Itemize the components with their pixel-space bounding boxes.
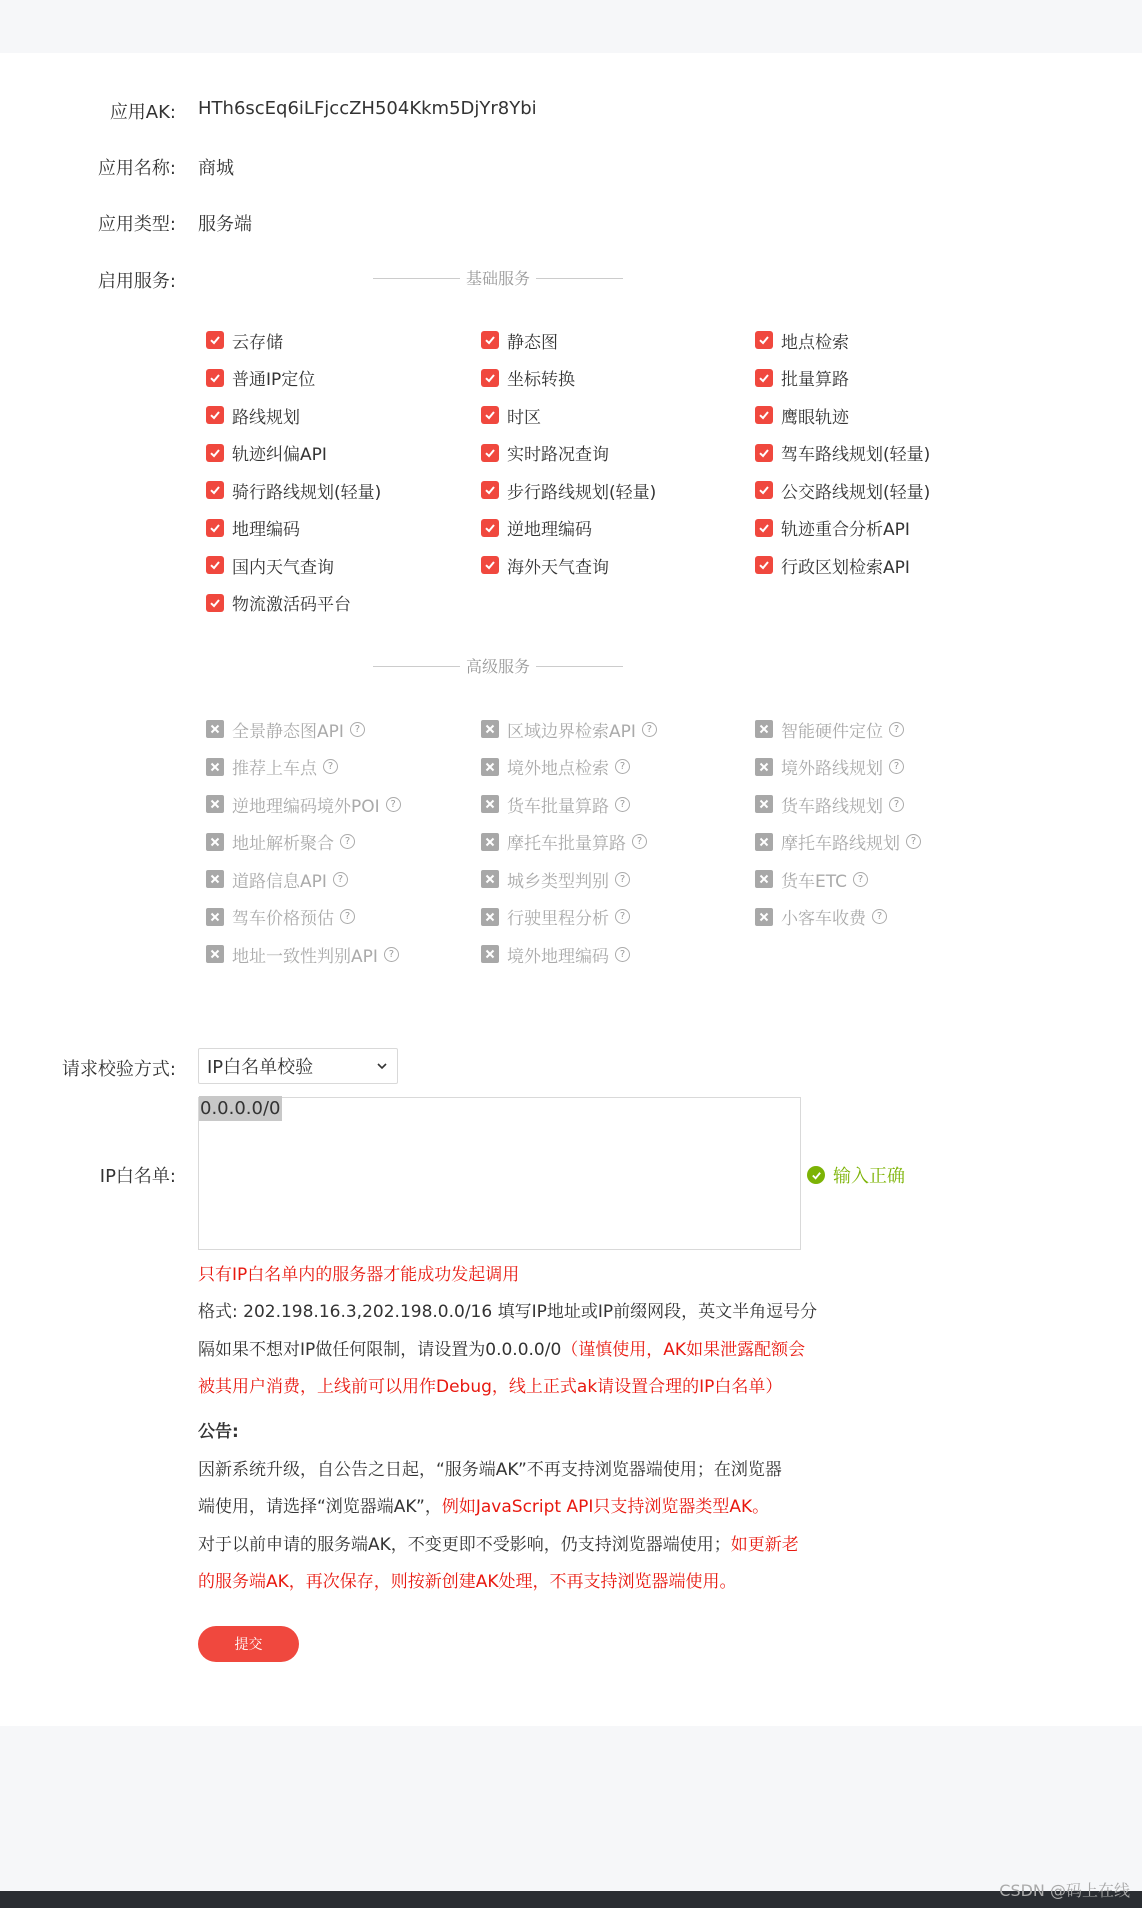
advanced-service-item [206,755,338,779]
checked-checkbox-icon[interactable] [755,331,773,349]
help-icon[interactable]: ? [615,797,630,812]
service-label: 货车ETC [781,871,847,892]
service-label: 逆地理编码 [507,520,592,540]
basic-service-item[interactable] [755,441,930,465]
advanced-service-item [481,755,630,779]
service-label: 境外地理编码 [507,946,609,967]
services-label: 启用服务: [97,271,176,292]
advanced-service-item [481,867,630,891]
service-label: 货车批量算路 [507,796,609,817]
service-label: 驾车路线规划(轻量) [781,445,931,465]
disabled-checkbox-icon [481,758,499,776]
advanced-service-item [755,867,868,891]
format-line-1: 格式: 202.198.16.3,202.198.0.0/16 填写IP地址或IP前缀网段，英文半角逗号分 [198,1302,818,1322]
service-label: 地理编码 [232,520,300,540]
notice-line-3b: 如更新老 [730,1535,799,1555]
checked-checkbox-icon[interactable] [206,369,224,387]
service-label: 货车路线规划 [781,796,883,817]
basic-service-item[interactable] [481,516,592,540]
help-icon[interactable]: ? [632,834,647,849]
page-footer [0,1891,1142,1908]
advanced-service-item [206,942,399,966]
disabled-checkbox-icon [755,908,773,926]
disabled-checkbox-icon [755,720,773,738]
service-label: 鹰眼轨迹 [781,407,849,428]
basic-service-item[interactable] [206,591,351,615]
help-icon[interactable]: ? [889,722,904,737]
service-label: 实时路况查询 [507,445,609,465]
checked-checkbox-icon[interactable] [206,556,224,574]
help-icon[interactable]: ? [853,872,868,887]
service-label: 道路信息API [232,871,327,892]
checked-checkbox-icon[interactable] [481,444,499,462]
advanced-services-divider [373,656,623,676]
service-label: 摩托车批量算路 [507,834,626,854]
validation-status [807,1162,905,1188]
disabled-checkbox-icon [755,870,773,888]
basic-service-item[interactable] [755,478,930,502]
checked-checkbox-icon[interactable] [481,519,499,537]
chevron-down-icon [375,1059,389,1073]
help-icon[interactable]: ? [615,759,630,774]
service-label: 地点检索 [781,332,849,353]
advanced-service-item [755,717,904,741]
service-label: 驾车价格预估 [232,909,334,929]
submit-button[interactable]: 提交 [198,1626,299,1662]
checked-checkbox-icon[interactable] [755,406,773,424]
basic-service-item[interactable] [481,553,609,577]
service-label: 推荐上车点 [232,759,317,779]
csdn-watermark: CSDN @码上在线 [999,1881,1130,1900]
checked-checkbox-icon[interactable] [206,481,224,499]
help-icon[interactable]: ? [350,722,365,737]
help-icon[interactable]: ? [889,759,904,774]
service-label: 轨迹纠偏API [232,445,327,465]
advanced-service-item [206,867,348,891]
basic-service-item[interactable] [206,478,381,502]
help-icon[interactable]: ? [384,947,399,962]
basic-services-title: 基础服务 [460,266,536,289]
checked-checkbox-icon[interactable] [206,444,224,462]
basic-service-item[interactable] [755,328,849,352]
basic-service-item[interactable] [755,553,910,577]
type-value: 服务端 [198,214,252,235]
format-line-2b: （谨慎使用，AK如果泄露配额会 [561,1340,806,1360]
advanced-service-item [481,792,630,816]
basic-service-item[interactable] [755,403,849,427]
verify-method-value: IP白名单校验 [207,1057,314,1078]
notice-line-2b: 例如JavaScript API只支持浏览器类型AK。 [441,1497,770,1517]
disabled-checkbox-icon [755,795,773,813]
service-label: 地址解析聚合 [232,834,334,854]
advanced-service-item [755,905,887,929]
ip-whitelist-value: 0.0.0.0/0 [200,1098,281,1119]
ak-value: HTh6scEq6iLFjccZH504Kkm5DjYr8Ybi [198,98,537,119]
help-icon[interactable]: ? [906,834,921,849]
help-icon[interactable]: ? [889,797,904,812]
notice-title: 公告: [198,1422,239,1442]
advanced-service-item [206,792,401,816]
disabled-checkbox-icon [481,833,499,851]
basic-service-item[interactable] [755,366,849,390]
ak-label: 应用AK: [109,102,176,123]
advanced-service-item [481,830,647,854]
advanced-service-item [755,755,904,779]
notice-line-2 [198,1495,769,1519]
checked-checkbox-icon[interactable] [206,331,224,349]
service-label: 坐标转换 [507,370,575,390]
service-label: 路线规划 [232,407,300,428]
check-circle-icon [807,1166,825,1184]
notice-line-3 [198,1533,799,1557]
service-label: 时区 [507,407,541,428]
format-line-2 [198,1338,805,1362]
service-label: 云存储 [232,332,283,353]
service-label: 小客车收费 [781,909,866,929]
help-icon[interactable]: ? [615,872,630,887]
service-label: 公交路线规划(轻量) [781,482,931,503]
advanced-service-item [481,905,630,929]
service-label: 物流激活码平台 [232,595,351,615]
service-label: 国内天气查询 [232,557,334,578]
checked-checkbox-icon[interactable] [481,331,499,349]
name-label: 应用名称: [97,158,176,179]
basic-service-item[interactable] [206,553,334,577]
disabled-checkbox-icon [206,720,224,738]
name-value: 商城 [198,158,234,179]
disabled-checkbox-icon [481,945,499,963]
notice-line-1: 因新系统升级，自公告之日起，“服务端AK”不再支持浏览器端使用；在浏览器 [198,1460,782,1480]
help-icon[interactable]: ? [872,909,887,924]
warn-text: 只有IP白名单内的服务器才能成功发起调用 [198,1265,520,1285]
advanced-service-item [481,942,630,966]
checked-checkbox-icon[interactable] [481,556,499,574]
service-label: 普通IP定位 [232,370,316,390]
service-label: 步行路线规划(轻量) [507,482,657,503]
verify-label: 请求校验方式: [61,1059,176,1080]
disabled-checkbox-icon [206,795,224,813]
disabled-checkbox-icon [481,908,499,926]
checked-checkbox-icon[interactable] [755,556,773,574]
checked-checkbox-icon[interactable] [206,519,224,537]
service-label: 静态图 [507,332,558,353]
advanced-service-item [755,830,921,854]
disabled-checkbox-icon [206,908,224,926]
advanced-service-item [755,792,904,816]
disabled-checkbox-icon [481,720,499,738]
service-label: 境外地点检索 [507,759,609,779]
basic-services-divider [373,268,623,288]
disabled-checkbox-icon [206,833,224,851]
verify-method-select[interactable] [198,1048,398,1084]
service-label: 区域边界检索API [507,721,636,742]
advanced-service-item [206,717,365,741]
help-icon[interactable]: ? [340,834,355,849]
advanced-service-item [206,905,355,929]
help-icon[interactable]: ? [642,722,657,737]
disabled-checkbox-icon [755,833,773,851]
service-label: 智能硬件定位 [781,721,883,742]
notice-line-2a: 端使用，请选择“浏览器端AK”， [198,1497,442,1517]
basic-service-item[interactable] [481,328,558,352]
checked-checkbox-icon[interactable] [755,519,773,537]
disabled-checkbox-icon [206,870,224,888]
whitelist-label: IP白名单: [99,1166,176,1187]
disabled-checkbox-icon [481,870,499,888]
checked-checkbox-icon[interactable] [206,406,224,424]
basic-service-item[interactable] [206,403,300,427]
service-label: 行驶里程分析 [507,909,609,929]
help-icon[interactable]: ? [340,909,355,924]
format-line-2a: 隔如果不想对IP做任何限制，请设置为0.0.0.0/0 [198,1340,562,1360]
basic-service-item[interactable] [206,366,315,390]
advanced-services-title: 高级服务 [460,654,536,677]
ip-whitelist-input[interactable] [198,1097,801,1250]
service-label: 骑行路线规划(轻量) [232,482,382,503]
service-label: 逆地理编码境外POI [232,796,380,817]
disabled-checkbox-icon [481,795,499,813]
disabled-checkbox-icon [755,758,773,776]
checked-checkbox-icon[interactable] [755,444,773,462]
checked-checkbox-icon[interactable] [206,594,224,612]
service-label: 摩托车路线规划 [781,834,900,854]
basic-service-item[interactable] [481,441,609,465]
type-label: 应用类型: [97,214,176,235]
service-label: 批量算路 [781,370,849,390]
basic-service-item[interactable] [481,478,656,502]
service-label: 轨迹重合分析API [781,520,910,540]
basic-service-item[interactable] [481,403,541,427]
advanced-service-item [481,717,657,741]
checked-checkbox-icon[interactable] [755,369,773,387]
advanced-service-item [206,830,355,854]
service-label: 境外路线规划 [781,759,883,779]
format-line-3: 被其用户消费，上线前可以用作Debug，线上正式ak请设置合理的IP白名单） [198,1377,783,1397]
notice-line-4: 的服务端AK，再次保存，则按新创建AK处理，不再支持浏览器端使用。 [198,1572,737,1592]
service-label: 全景静态图API [232,721,344,742]
checked-checkbox-icon[interactable] [481,369,499,387]
checked-checkbox-icon[interactable] [481,481,499,499]
help-icon[interactable]: ? [615,947,630,962]
checked-checkbox-icon[interactable] [481,406,499,424]
basic-service-item[interactable] [755,516,910,540]
service-label: 城乡类型判别 [507,871,609,892]
help-icon[interactable]: ? [386,797,401,812]
help-icon[interactable]: ? [323,759,338,774]
service-label: 地址一致性判别API [232,946,378,967]
help-icon[interactable]: ? [615,909,630,924]
basic-service-item[interactable] [206,441,327,465]
basic-service-item[interactable] [481,366,575,390]
service-label: 海外天气查询 [507,557,609,578]
checked-checkbox-icon[interactable] [755,481,773,499]
validation-text: 输入正确 [833,1166,905,1187]
basic-service-item[interactable] [206,516,300,540]
notice-line-3a: 对于以前申请的服务端AK，不变更即不受影响，仍支持浏览器端使用； [198,1535,731,1555]
help-icon[interactable]: ? [333,872,348,887]
service-label: 行政区划检索API [781,557,910,578]
disabled-checkbox-icon [206,945,224,963]
basic-service-item[interactable] [206,328,283,352]
disabled-checkbox-icon [206,758,224,776]
